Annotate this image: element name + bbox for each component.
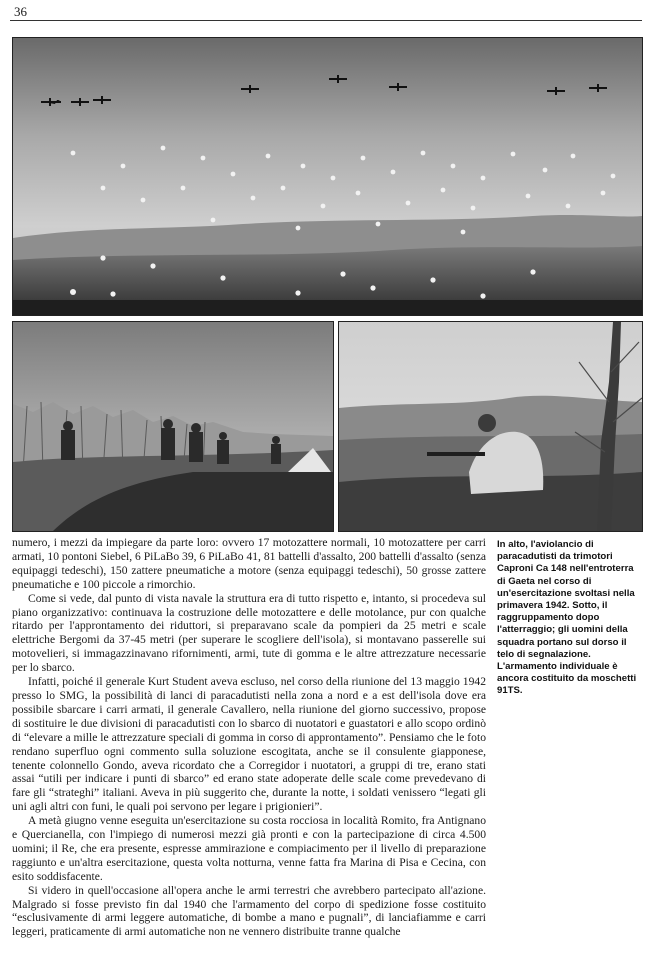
page-number: 36: [14, 4, 27, 19]
photo-squad-regrouping: [12, 321, 334, 532]
paragraph: Si videro in quell'occasione all'opera anche le armi terrestri che avrebbero partecipato all'azione. Malgrado si fosse previsto fin dal 1940 che l'armamento del corpo di spedizione fosse costituito “esclusivamente di armi leggere automatiche, di bombe a mano e pugnali”, di lanciafiamme e carri leggeri, praticamente di armi automatiche non ne vennero distribuite tranne qualche: [12, 883, 486, 939]
photo-caption: In alto, l'aviolancio di paracadutisti da trimotori Caproni Ca 148 nell'entroterra di Gaeta nel corso di un'esercitazione svoltasi nella primavera 1942. Sotto, il raggruppamento dopo l'atterraggio; gli uomini della squadra portano sul dorso il telo di segnalazione. L'armamento individuale è ancora costituito da moschetti 91TS.: [497, 539, 637, 697]
paragraph: Infatti, poiché il generale Kurt Student aveva escluso, nel corso della riunione del 13 maggio 1942 presso lo SMG, la possibilità di lanci di paracadutisti nella zona a nord e a est dell'isola dove era possibile sbarcare i carri armati, il generale Cavallero, nella riunione del giorno successivo, propose di sostituire le due divisioni di paracadutisti con lo sbarco di nuotatori e guastatori e allo scopo ordinò di “elevare a mille le attrezzature speciali di gomma in corso di approntamento”. Pensiamo che le foto rendano superfluo ogni commento sulla soluzione escogitata, anche se il consulente giapponese, tenente colonnello Gondo, aveva ricordato che a Corregidor i nuotatori, a gruppi di tre, erano stati assai “utili per indicare i punti di sbarco” ed erano state adoperate delle scale come prevedevano di fare gli “strateghi” italiani. Aveva in più suggerito che, durante la notte, i soldati venissero “legati gli uni agli altri con funi, le quali poi servono per legare i prigionieri”.: [12, 675, 486, 814]
photo-parachute-drop: [12, 37, 643, 316]
article-body: [12, 536, 486, 939]
paragraph: Come si vede, dal punto di vista navale la struttura era di tutto rispetto e, intanto, si procedeva sul piano organizzativo: continuava la costruzione delle motozattere e delle motolance, pur con qualche ritardo per l'approntamento dei riduttori, si preparavano scale da pompieri da 25 metri e scale elettriche Bergomi da 37-45 metri (per superare le scogliere dell'isola), si montavano passerelle sui motovelieri, si immagazzinavano rifornimenti, armi, tute di gomma e le altre attrezzature necessarie per lo sbarco.: [12, 591, 486, 675]
paragraph: A metà giugno venne eseguita un'esercitazione su costa rocciosa in località Romito, fra Antignano e Quercianella, con l'impiego di numerosi mezzi già pronti e con la partecipazione di circa 4.500 uomini; il Re, che era presente, espresse ammirazione e compiacimento per il livello di preparazione raggiunto e un'altra esercitazione, questa volta notturna, venne fatta fra Marina di Pisa e Cecina, con esito soddisfacente.: [12, 814, 486, 883]
paragraph: numero, i mezzi da impiegare da parte loro: ovvero 17 motozattere normali, 10 motozattere per carri armati, 10 pontoni Siebel, 6 PiLaBo 39, 6 PiLaBo 41, 81 battelli d'assalto, 200 battelli d'assalto (senza equipaggi tedeschi), 150 zattere pneumatiche a motore (senza equipaggi tedeschi), 50 grosse zattere pneumatiche e 100 piccole a rimorchio.: [12, 536, 486, 591]
header-rule: [10, 20, 642, 21]
photo-paratrooper-carbine: [338, 321, 643, 532]
